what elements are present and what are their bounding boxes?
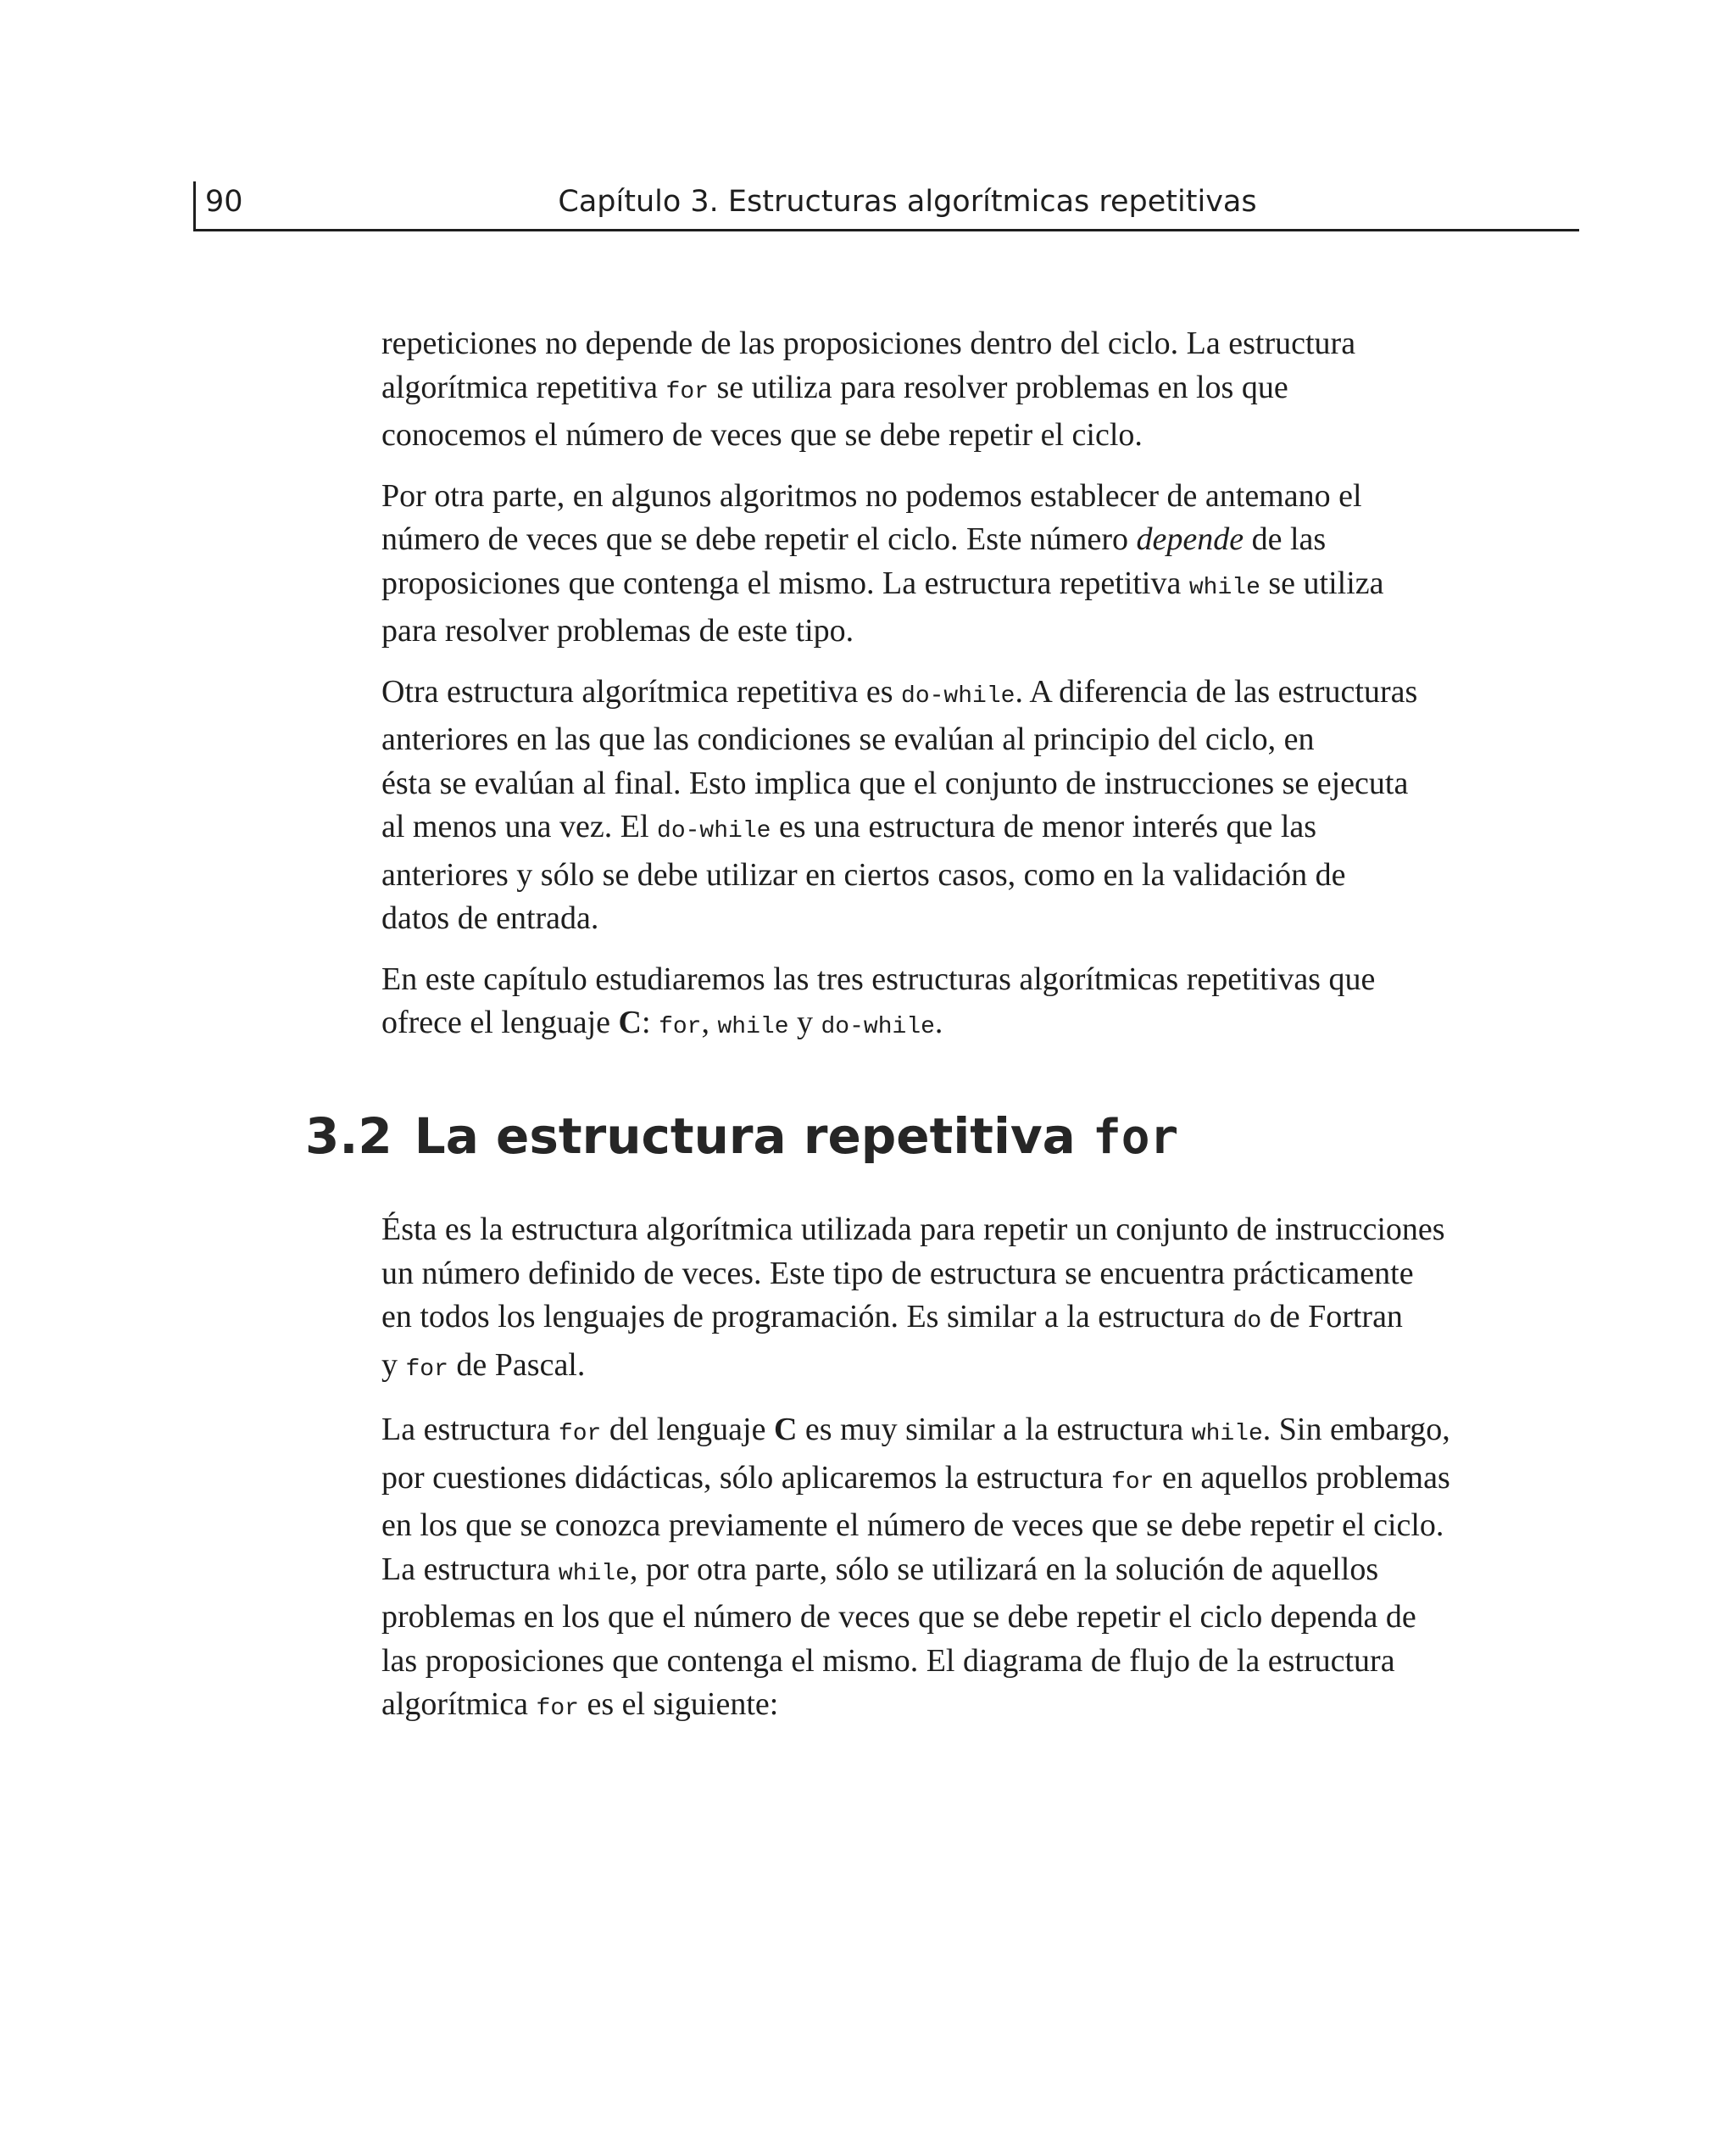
paragraph: [381, 475, 1500, 654]
text-run: repeticiones no depende de las proposiciones dentro del ciclo. La estructura: [381, 326, 1356, 361]
text-run: al menos una vez. El: [381, 809, 658, 844]
text-run: las proposiciones que contenga el mismo. El diagrama de flujo de la estructura: [381, 1642, 1395, 1679]
paragraph: [381, 958, 1500, 1050]
bold-text: C: [773, 1412, 798, 1447]
text-line: [381, 1548, 1500, 1596]
inline-code: for: [1111, 1468, 1155, 1496]
text-run: de Pascal.: [448, 1346, 586, 1383]
text-run: algorítmica: [381, 1686, 537, 1722]
text-run: ,: [701, 1005, 718, 1040]
text-line: [381, 475, 1500, 519]
text-run: proposiciones que contenga el mismo. La estructura repetitiva: [381, 565, 1189, 601]
text-run: y: [381, 1346, 406, 1383]
inline-code: for: [558, 1421, 602, 1447]
text-run: .: [934, 1005, 943, 1040]
text-line: [381, 518, 1500, 562]
paragraph: [381, 1208, 1500, 1391]
text-line: [381, 805, 1500, 854]
text-run: en todos los lenguajes de programación. Es similar a la estructura: [381, 1299, 1233, 1334]
text-line: [381, 1504, 1500, 1548]
text-run: ésta se evalúan al final. Esto implica que el conjunto de instrucciones se ejecuta: [381, 765, 1409, 801]
inline-code: while: [1188, 574, 1260, 601]
text-run: de las: [1244, 521, 1327, 557]
text-run: . Sin embargo,: [1262, 1412, 1450, 1447]
text-run: en los que se conozca previamente el número de veces que se debe repetir el ciclo.: [381, 1507, 1444, 1543]
chapter-title: Capítulo 3. Estructuras algorítmicas repetitivas: [558, 185, 1257, 219]
text-run: Ésta es la estructura algorítmica utilizada para repetir un conjunto de instrucciones: [381, 1212, 1445, 1247]
intro-text-block: [381, 322, 1500, 1067]
page-number: 90: [205, 185, 243, 219]
text-run: anteriores en las que las condiciones se evalúan al principio del ciclo, en: [381, 721, 1315, 757]
text-run: ofrece el lenguaje: [381, 1005, 619, 1040]
text-line: [381, 562, 1500, 610]
text-run: se utiliza para resolver problemas en los que: [708, 369, 1288, 405]
text-run: La estructura: [381, 1551, 559, 1587]
text-line: [381, 1252, 1500, 1296]
section-title: La estructura repetitiva: [414, 1107, 1076, 1165]
text-line: [381, 1457, 1500, 1505]
running-header: [193, 178, 1579, 231]
bold-text: C: [618, 1005, 642, 1040]
text-line: [381, 1208, 1500, 1252]
inline-code: do-while: [821, 1014, 935, 1040]
text-line: [381, 897, 1500, 941]
paragraph: [381, 671, 1500, 941]
text-run: del lenguaje: [601, 1412, 774, 1447]
inline-code: while: [717, 1014, 789, 1040]
inline-code: for: [536, 1696, 579, 1722]
inline-code: do-while: [657, 818, 771, 844]
text-line: [381, 671, 1500, 719]
text-run: un número definido de veces. Este tipo de estructura se encuentra prácticamente: [381, 1255, 1414, 1291]
section-text-block: [381, 1208, 1500, 1748]
text-run: es el siguiente:: [578, 1686, 779, 1722]
section-keyword: for: [1093, 1110, 1179, 1165]
text-line: [381, 1596, 1500, 1640]
text-line: [381, 322, 1500, 366]
text-run: , por otra parte, sólo se utilizará en la solución de aquellos: [629, 1551, 1379, 1587]
text-run: problemas en los que el número de veces que se debe repetir el ciclo dependa de: [381, 1599, 1416, 1635]
text-run: La estructura: [381, 1412, 559, 1447]
inline-code: for: [405, 1356, 448, 1383]
section-heading: [305, 1102, 1178, 1172]
inline-code: do-while: [901, 682, 1015, 710]
inline-code: while: [558, 1560, 630, 1587]
text-run: número de veces que se debe repetir el ciclo. Este número: [381, 521, 1137, 557]
text-run: En este capítulo estudiaremos las tres estructuras algorítmicas repetitivas que: [381, 961, 1376, 997]
text-line: [381, 414, 1500, 458]
text-run: . A diferencia de las estructuras: [1015, 673, 1418, 710]
text-line: [381, 1683, 1500, 1731]
text-line: [381, 1640, 1500, 1684]
text-run: Otra estructura algorítmica repetitiva es: [381, 673, 902, 710]
text-run: conocemos el número de veces que se debe repetir el ciclo.: [381, 417, 1143, 453]
text-line: [381, 1408, 1500, 1457]
inline-code: do: [1232, 1308, 1262, 1334]
text-run: se utiliza: [1260, 565, 1384, 601]
text-line: [381, 366, 1500, 415]
text-line: [381, 718, 1500, 762]
section-number: 3.2: [305, 1107, 392, 1165]
text-run: en aquellos problemas: [1154, 1459, 1450, 1496]
text-run: y: [788, 1005, 821, 1040]
text-run: es muy similar a la estructura: [797, 1412, 1192, 1447]
inline-code: for: [665, 378, 709, 405]
text-line: [381, 958, 1500, 1002]
emphasis: depende: [1136, 521, 1244, 557]
text-run: de Fortran: [1261, 1299, 1403, 1334]
paragraph: [381, 322, 1500, 458]
text-line: [381, 1001, 1500, 1050]
text-run: por cuestiones didácticas, sólo aplicaremos la estructura: [381, 1459, 1112, 1496]
text-line: [381, 854, 1500, 898]
text-line: [381, 610, 1500, 654]
text-run: anteriores y sólo se debe utilizar en ciertos casos, como en la validación de: [381, 856, 1346, 893]
text-line: [381, 1295, 1500, 1344]
text-run: es una estructura de menor interés que las: [771, 809, 1317, 844]
text-run: algorítmica repetitiva: [381, 369, 666, 405]
text-run: :: [642, 1005, 659, 1040]
text-run: para resolver problemas de este tipo.: [381, 613, 854, 649]
text-run: Por otra parte, en algunos algoritmos no podemos establecer de antemano el: [381, 477, 1362, 514]
text-line: [381, 1344, 1500, 1392]
text-line: [381, 762, 1500, 806]
inline-code: while: [1191, 1421, 1263, 1447]
inline-code: for: [659, 1014, 702, 1040]
paragraph: [381, 1408, 1500, 1731]
text-run: datos de entrada.: [381, 900, 599, 936]
